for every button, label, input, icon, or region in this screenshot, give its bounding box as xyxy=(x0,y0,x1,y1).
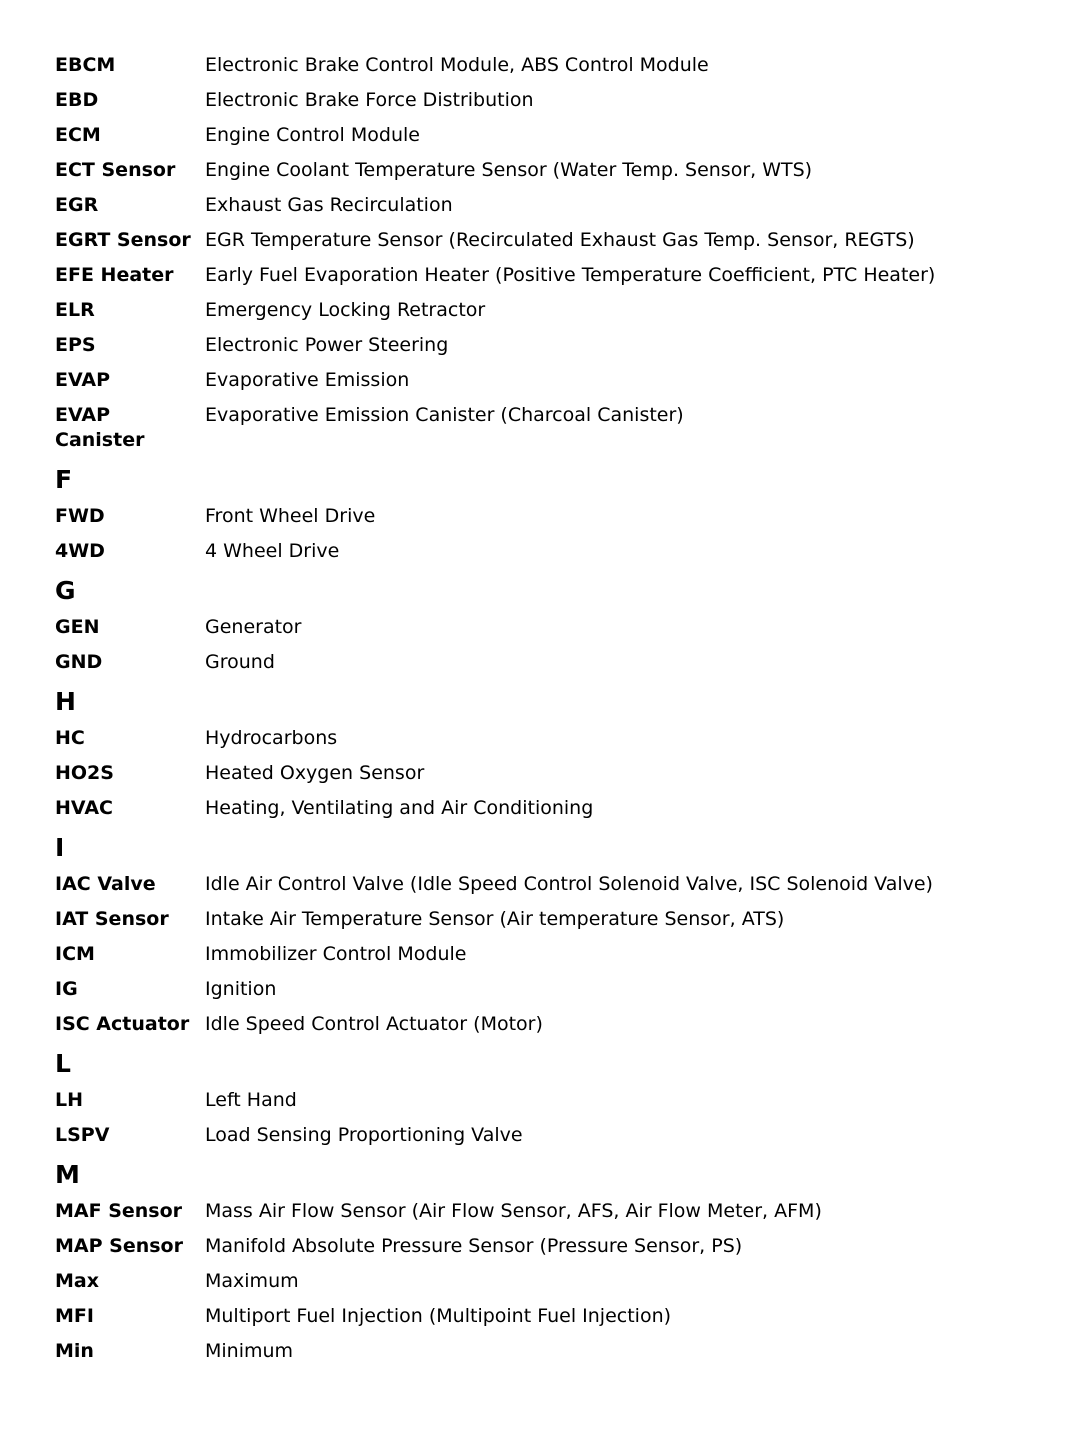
entry-abbreviation: ELR xyxy=(55,299,95,321)
glossary-entry xyxy=(55,1194,1015,1229)
entry-definition: Minimum xyxy=(205,1340,294,1362)
entry-abbreviation: MFI xyxy=(55,1305,94,1327)
entry-abbreviation: Min xyxy=(55,1340,94,1362)
entry-abbreviation: HO2S xyxy=(55,762,114,784)
abbreviation-glossary xyxy=(55,48,1015,1369)
glossary-entry xyxy=(55,223,1015,258)
entry-definition: Evaporative Emission Canister (Charcoal Canister) xyxy=(205,404,684,426)
glossary-section-i xyxy=(55,826,1015,1042)
entry-abbreviation: FWD xyxy=(55,505,105,527)
entry-abbreviation: HC xyxy=(55,727,85,749)
entry-definition: Generator xyxy=(205,616,302,638)
glossary-section-m xyxy=(55,1153,1015,1369)
entry-abbreviation: MAF Sensor xyxy=(55,1200,183,1222)
entry-abbreviation: ECT Sensor xyxy=(55,159,176,181)
glossary-entry xyxy=(55,328,1015,363)
entry-definition: Ignition xyxy=(205,978,277,1000)
glossary-entry xyxy=(55,902,1015,937)
glossary-entry xyxy=(55,937,1015,972)
entry-abbreviation: EFE Heater xyxy=(55,264,174,286)
entry-abbreviation: GND xyxy=(55,651,103,673)
entry-definition: Early Fuel Evaporation Heater (Positive Temperature Coefficient, PTC Heater) xyxy=(205,264,936,286)
glossary-entry xyxy=(55,1007,1015,1042)
entry-definition: Front Wheel Drive xyxy=(205,505,376,527)
glossary-entry xyxy=(55,118,1015,153)
entry-abbreviation: HVAC xyxy=(55,797,113,819)
entry-definition: Electronic Brake Control Module, ABS Control Module xyxy=(205,54,709,76)
entry-abbreviation: EGR xyxy=(55,194,99,216)
glossary-entry xyxy=(55,83,1015,118)
entry-abbreviation: IAT Sensor xyxy=(55,908,169,930)
section-heading: I xyxy=(55,833,65,862)
glossary-section-f xyxy=(55,458,1015,569)
glossary-entry xyxy=(55,1299,1015,1334)
entry-definition: Evaporative Emission xyxy=(205,369,410,391)
glossary-entry xyxy=(55,1264,1015,1299)
glossary-entry xyxy=(55,363,1015,398)
glossary-entry xyxy=(55,791,1015,826)
section-heading: G xyxy=(55,576,76,605)
entry-definition: 4 Wheel Drive xyxy=(205,540,340,562)
glossary-section-h xyxy=(55,680,1015,826)
glossary-entry xyxy=(55,645,1015,680)
entry-abbreviation: EPS xyxy=(55,334,96,356)
entry-definition: Left Hand xyxy=(205,1089,297,1111)
entry-abbreviation: GEN xyxy=(55,616,100,638)
entry-abbreviation: EBD xyxy=(55,89,99,111)
entry-definition: Electronic Power Steering xyxy=(205,334,449,356)
entry-definition: Load Sensing Proportioning Valve xyxy=(205,1124,523,1146)
entry-abbreviation: ICM xyxy=(55,943,95,965)
glossary-entry xyxy=(55,1229,1015,1264)
glossary-entry xyxy=(55,48,1015,83)
entry-abbreviation: LSPV xyxy=(55,1124,110,1146)
entry-abbreviation: EVAP Canister xyxy=(55,404,145,451)
glossary-entry xyxy=(55,1334,1015,1369)
entry-definition: Electronic Brake Force Distribution xyxy=(205,89,534,111)
glossary-section-l xyxy=(55,1042,1015,1153)
entry-definition: EGR Temperature Sensor (Recirculated Exhaust Gas Temp. Sensor, REGTS) xyxy=(205,229,915,251)
entry-definition: Engine Control Module xyxy=(205,124,420,146)
entry-abbreviation: EGRT Sensor xyxy=(55,229,191,251)
glossary-entry xyxy=(55,258,1015,293)
entry-abbreviation: ECM xyxy=(55,124,101,146)
glossary-section-e xyxy=(55,48,1015,458)
entry-definition: Multiport Fuel Injection (Multipoint Fuel Injection) xyxy=(205,1305,672,1327)
glossary-entry xyxy=(55,534,1015,569)
entry-definition: Immobilizer Control Module xyxy=(205,943,467,965)
entry-abbreviation: MAP Sensor xyxy=(55,1235,183,1257)
entry-definition: Heated Oxygen Sensor xyxy=(205,762,425,784)
entry-abbreviation: LH xyxy=(55,1089,84,1111)
glossary-entry xyxy=(55,398,1015,458)
glossary-entry xyxy=(55,153,1015,188)
glossary-entry xyxy=(55,293,1015,328)
glossary-entry xyxy=(55,721,1015,756)
entry-definition: Emergency Locking Retractor xyxy=(205,299,486,321)
entry-abbreviation: EBCM xyxy=(55,54,116,76)
glossary-entry xyxy=(55,1118,1015,1153)
glossary-section-g xyxy=(55,569,1015,680)
glossary-entry xyxy=(55,610,1015,645)
entry-definition: Engine Coolant Temperature Sensor (Water Temp. Sensor, WTS) xyxy=(205,159,813,181)
entry-definition: Ground xyxy=(205,651,275,673)
entry-abbreviation: 4WD xyxy=(55,540,105,562)
glossary-entry xyxy=(55,972,1015,1007)
entry-abbreviation: EVAP xyxy=(55,369,111,391)
entry-abbreviation: IAC Valve xyxy=(55,873,156,895)
entry-abbreviation: Max xyxy=(55,1270,99,1292)
entry-abbreviation: ISC Actuator xyxy=(55,1013,190,1035)
entry-definition: Hydrocarbons xyxy=(205,727,338,749)
section-heading: L xyxy=(55,1049,71,1078)
entry-definition: Heating, Ventilating and Air Conditioning xyxy=(205,797,594,819)
glossary-entry xyxy=(55,499,1015,534)
glossary-entry xyxy=(55,1083,1015,1118)
entry-definition: Manifold Absolute Pressure Sensor (Pressure Sensor, PS) xyxy=(205,1235,743,1257)
glossary-entry xyxy=(55,188,1015,223)
section-heading: H xyxy=(55,687,76,716)
entry-definition: Mass Air Flow Sensor (Air Flow Sensor, AFS, Air Flow Meter, AFM) xyxy=(205,1200,822,1222)
entry-definition: Exhaust Gas Recirculation xyxy=(205,194,453,216)
glossary-entry xyxy=(55,756,1015,791)
entry-abbreviation: IG xyxy=(55,978,78,1000)
glossary-entry xyxy=(55,867,1015,902)
section-heading: F xyxy=(55,465,73,494)
entry-definition: Idle Air Control Valve (Idle Speed Control Solenoid Valve, ISC Solenoid Valve) xyxy=(205,873,933,895)
entry-definition: Maximum xyxy=(205,1270,299,1292)
entry-definition: Intake Air Temperature Sensor (Air temperature Sensor, ATS) xyxy=(205,908,785,930)
section-heading: M xyxy=(55,1160,80,1189)
entry-definition: Idle Speed Control Actuator (Motor) xyxy=(205,1013,543,1035)
